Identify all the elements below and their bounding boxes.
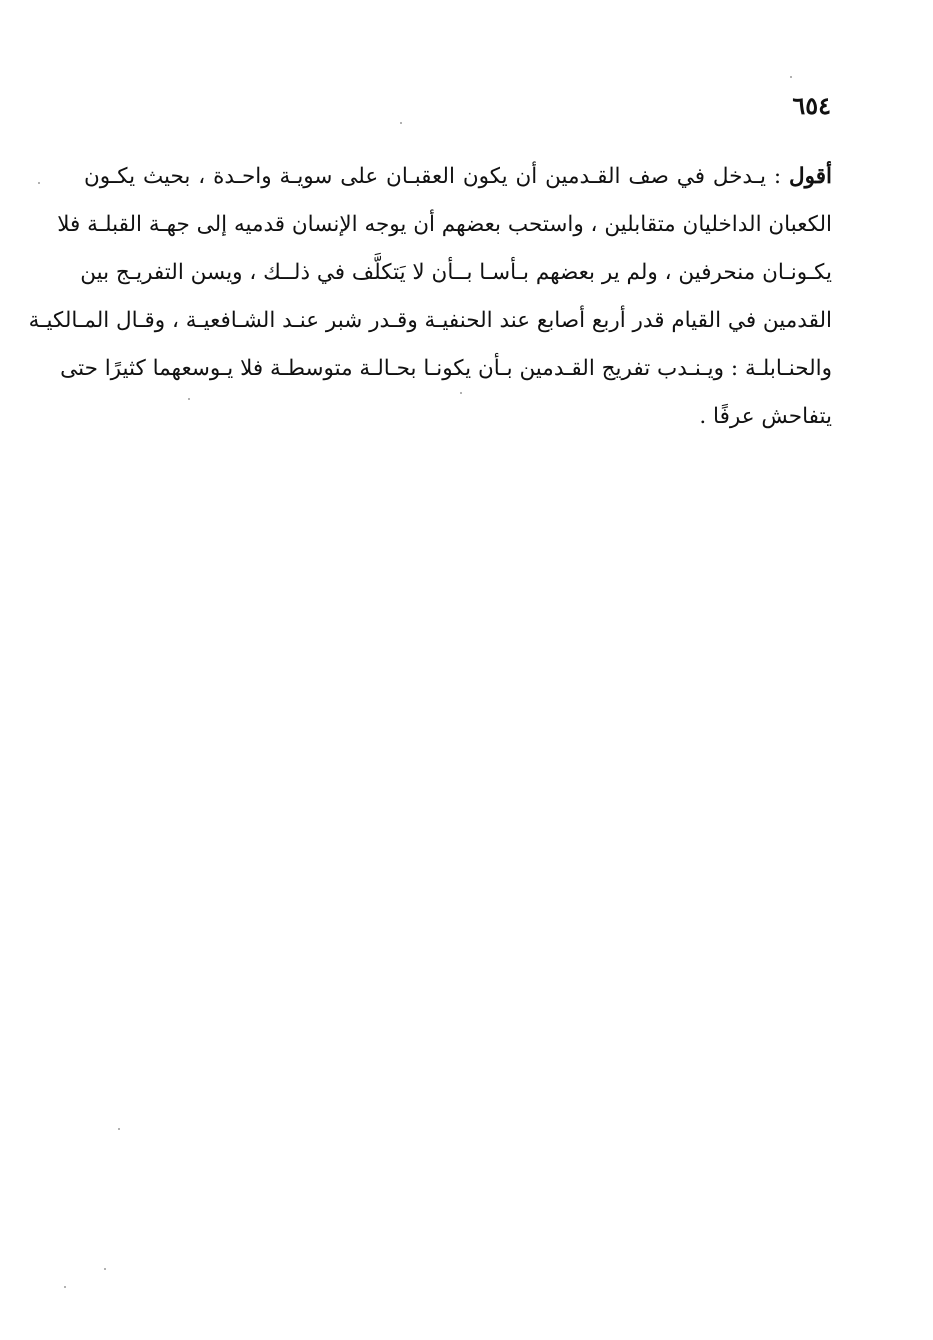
paragraph-line-3: يكـونـان منحرفين ، ولم ير بعضهم بـأسـا بــأن لا يَتكلَّف في ذلــك ، ويسن التفريـج بين — [80, 260, 832, 285]
paragraph-line-6: يتفاحش عرفًا . — [699, 404, 832, 429]
scan-speck — [104, 1268, 106, 1270]
scan-speck — [38, 182, 40, 184]
paragraph-line-5: والحنـابلـة : ويـنـدب تفريج القـدمين بـأن يكونـا بحـالـة متوسطـة فلا يـوسعهما كثيرًا حتى — [60, 356, 832, 381]
body-paragraph — [28, 154, 832, 442]
scan-speck — [400, 122, 402, 124]
scan-speck — [118, 1128, 120, 1130]
paragraph-line-4: القدمين في القيام قدر أربع أصابع عند الحنفيـة وقـدر شبر عنـد الشـافعيـة ، وقـال المـالكيـة — [28, 308, 832, 333]
scan-speck — [188, 398, 190, 400]
paragraph-line-1 — [84, 154, 832, 202]
scan-speck — [790, 76, 792, 78]
page-number: ٦٥٤ — [792, 91, 831, 120]
scan-speck — [64, 1286, 66, 1288]
paragraph-line-2: الكعبان الداخليان متقابلين ، واستحب بعضهم أن يوجه الإنسان قدميه إلى جهـة القبلـة فلا — [57, 212, 832, 237]
scan-speck — [460, 392, 462, 394]
line-1-text: : يـدخل في صف القـدمين أن يكون العقبـان على سويـة واحـدة ، بحيث يكـون — [84, 164, 790, 189]
lead-word: أقول — [789, 164, 832, 189]
